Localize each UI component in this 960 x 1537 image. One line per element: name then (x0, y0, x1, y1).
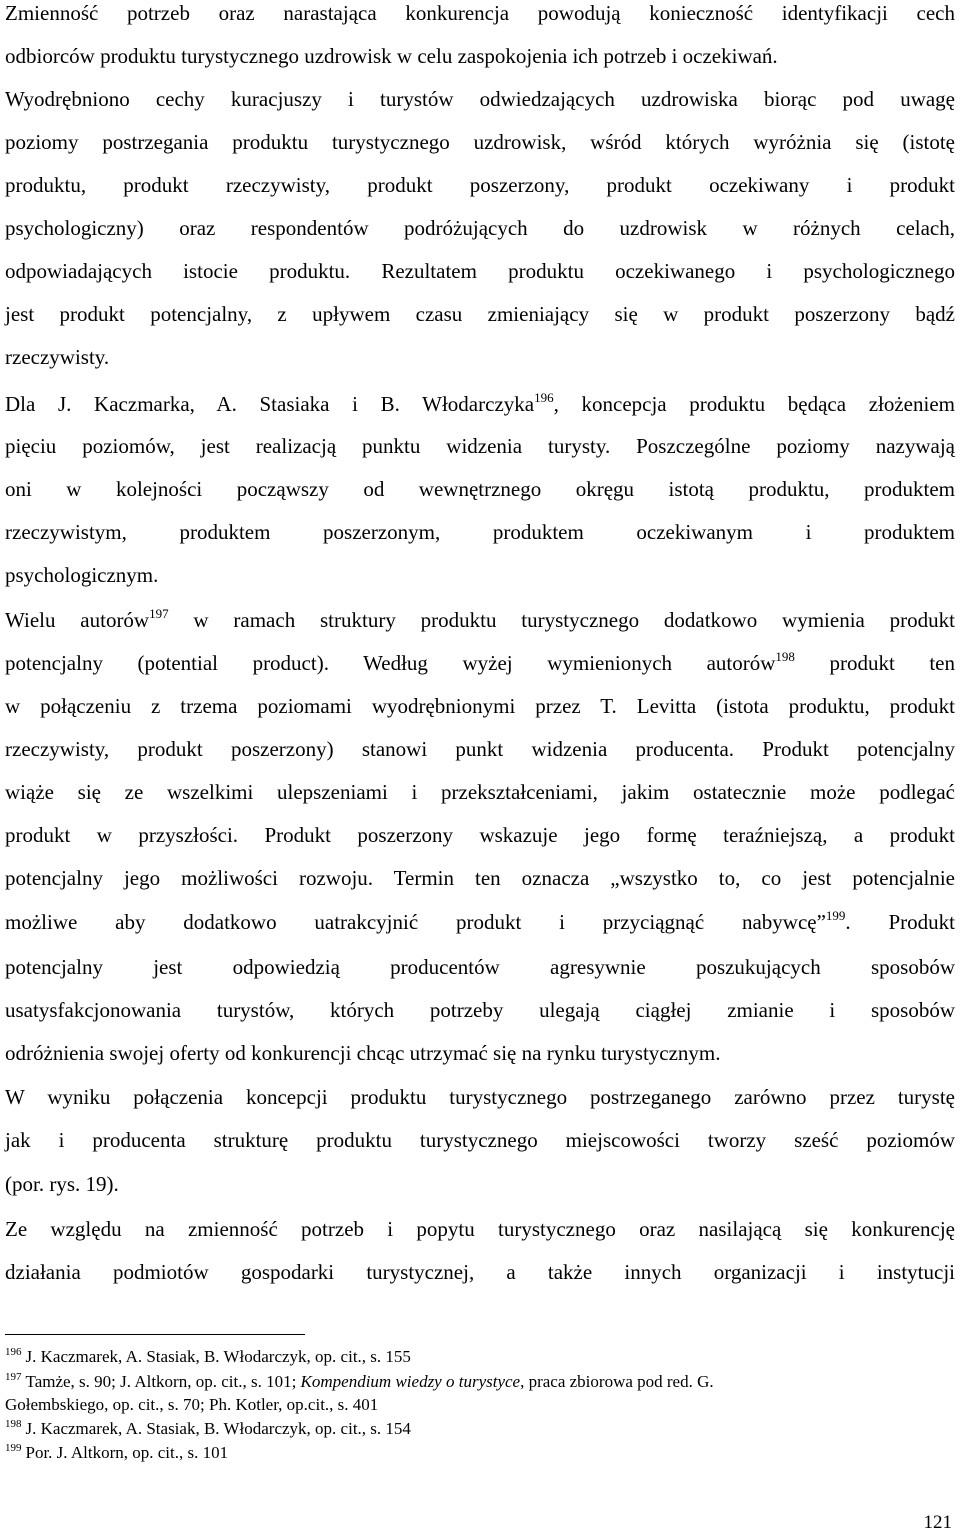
body-line: pięciu poziomów, jest realizacją punktu widzenia turysty. Poszczególne poziomy nazywają (5, 434, 955, 458)
body-line: odpowiadających istocie produktu. Rezultatem produktu oczekiwanego i psychologicznego (5, 259, 955, 283)
body-line: (por. rys. 19). (5, 1172, 119, 1196)
footnote-number: 198 (5, 1418, 22, 1430)
body-line: W wyniku połączenia koncepcji produktu turystycznego postrzeganego zarówno przez turystę (5, 1085, 955, 1109)
body-line: rzeczywisty. (5, 345, 110, 369)
body-line: jest produkt potencjalny, z upływem czasu zmieniający się w produkt poszerzony bądź (5, 302, 955, 326)
text-run: Dla J. Kaczmarka, A. Stasiaka i B. Włodarczyka (5, 392, 535, 416)
body-line-with-footnote (5, 909, 955, 935)
body-line: wiąże się ze wszelkimi ulepszeniami i przekształceniami, jakim ostatecznie może podlegać (5, 780, 955, 804)
footnote-separator (5, 1334, 305, 1335)
text-run: w ramach struktury produktu turystycznego dodatkowo wymienia produkt (168, 608, 955, 632)
footnote-196 (5, 1346, 955, 1368)
text-run: potencjalny (potential product). Według wyżej wymienionych autorów (5, 651, 776, 675)
footnote-198 (5, 1418, 955, 1440)
footnote-ref[interactable]: 198 (775, 649, 795, 664)
text-run: produkt ten (794, 651, 955, 675)
body-line: potencjalny jego możliwości rozwoju. Termin ten oznacza „wszystko to, co jest potencjalnie (5, 866, 955, 890)
body-line: produkt w przyszłości. Produkt poszerzony wskazuje jego formę teraźniejszą, a produkt (5, 823, 955, 847)
footnote-text: Tamże, s. 90; J. Altkorn, op. cit., s. 101; (25, 1372, 301, 1391)
footnote-text: J. Kaczmarek, A. Stasiak, B. Włodarczyk, op. cit., s. 155 (25, 1347, 411, 1366)
body-line: działania podmiotów gospodarki turystycznej, a także innych organizacji i instytucji (5, 1260, 955, 1284)
text-run: . Produkt (845, 910, 955, 934)
footnote-text: Por. J. Altkorn, op. cit., s. 101 (25, 1443, 229, 1462)
footnote-ref[interactable]: 196 (534, 390, 554, 405)
body-line: Ze względu na zmienność potrzeb i popytu turystycznego oraz nasilającą się konkurencję (5, 1217, 955, 1241)
body-line: psychologicznym. (5, 563, 159, 587)
footnote-ref[interactable]: 199 (825, 908, 846, 923)
footnote-book-title: Kompendium wiedzy o turystyce (300, 1372, 521, 1391)
body-line: rzeczywistym, produktem poszerzonym, produktem oczekiwanym i produktem (5, 520, 955, 544)
body-line: odbiorców produktu turystycznego uzdrowisk w celu zaspokojenia ich potrzeb i oczekiwań. (5, 44, 778, 68)
footnote-text: , praca zbiorowa pod red. G. (520, 1372, 714, 1391)
body-line: odróżnienia swojej oferty od konkurencji chcąc utrzymać się na rynku turystycznym. (5, 1041, 721, 1065)
footnote-197 (5, 1371, 955, 1393)
body-line: Wyodrębniono cechy kuracjuszy i turystów odwiedzających uzdrowiska biorąc pod uwagę (5, 87, 955, 111)
body-line: produktu, produkt rzeczywisty, produkt poszerzony, produkt oczekiwany i produkt (5, 173, 955, 197)
text-run: możliwe aby dodatkowo uatrakcyjnić produkt i przyciągnąć nabywcę” (5, 910, 826, 934)
footnote-number: 197 (5, 1371, 22, 1383)
body-line-with-footnote (5, 391, 955, 417)
body-line: jak i producenta strukturę produktu turystycznego miejscowości tworzy sześć poziomów (5, 1128, 955, 1152)
footnote-number: 196 (5, 1346, 22, 1358)
body-line-with-footnote (5, 650, 955, 676)
body-line: Zmienność potrzeb oraz narastająca konkurencja powodują konieczność identyfikacji cech (5, 1, 955, 25)
footnote-199 (5, 1442, 955, 1464)
body-line-with-footnote (5, 607, 955, 633)
body-line: w połączeniu z trzema poziomami wyodrębnionymi przez T. Levitta (istota produktu, produkt (5, 694, 955, 718)
body-line: rzeczywisty, produkt poszerzony) stanowi punkt widzenia producenta. Produkt potencjalny (5, 737, 955, 761)
body-line: usatysfakcjonowania turystów, których potrzeby ulegają ciągłej zmianie i sposobów (5, 998, 955, 1022)
body-line: psychologiczny) oraz respondentów podróżujących do uzdrowisk w różnych celach, (5, 216, 955, 240)
body-line: poziomy postrzegania produktu turystycznego uzdrowisk, wśród których wyróżnia się (istotę (5, 130, 955, 154)
text-run: , koncepcja produktu będąca złożeniem (553, 392, 955, 416)
text-run: Wielu autorów (5, 608, 150, 632)
footnote-number: 199 (5, 1442, 22, 1454)
footnote-text: J. Kaczmarek, A. Stasiak, B. Włodarczyk, op. cit., s. 154 (25, 1419, 411, 1438)
footnote-197-continuation: Gołembskiego, op. cit., s. 70; Ph. Kotler, op.cit., s. 401 (5, 1395, 379, 1414)
page-number: 121 (923, 1512, 952, 1533)
body-line: potencjalny jest odpowiedzią producentów agresywnie poszukujących sposobów (5, 955, 955, 979)
body-line: oni w kolejności począwszy od wewnętrznego okręgu istotą produktu, produktem (5, 477, 955, 501)
footnote-ref[interactable]: 197 (149, 606, 169, 621)
